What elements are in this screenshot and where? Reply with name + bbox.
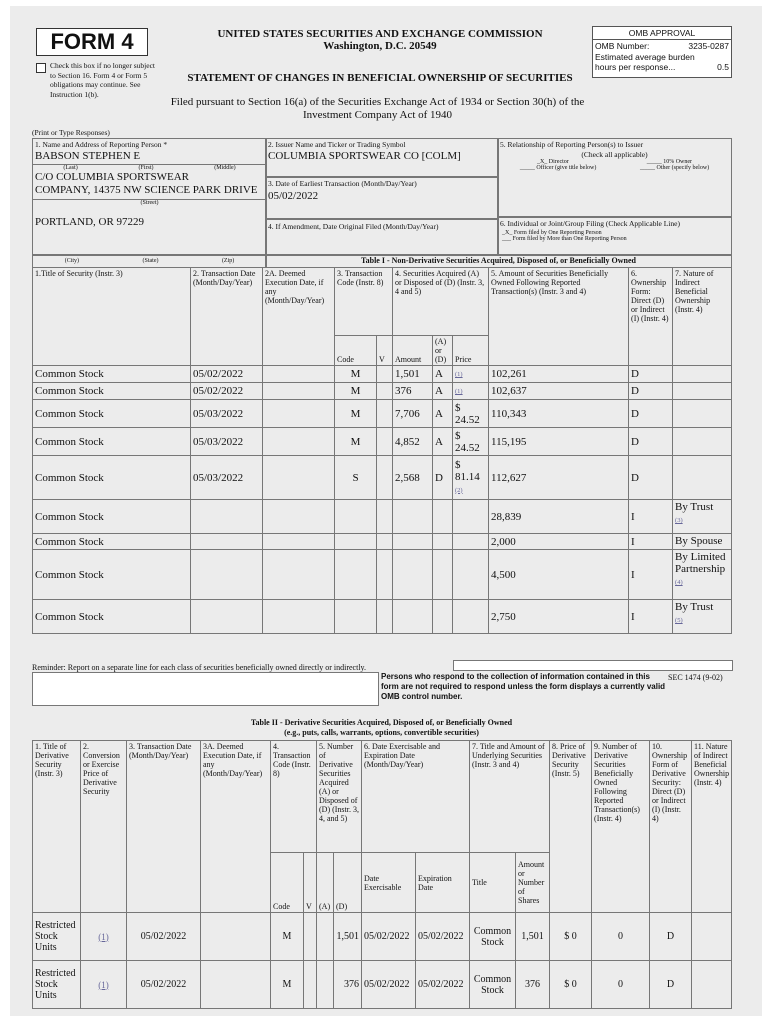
- t2-sub-v: V: [304, 853, 317, 913]
- t1-cell-amount: 376: [393, 383, 433, 400]
- t1-cell-title: Common Stock: [33, 366, 191, 383]
- t2-col-underlying: 7. Title and Amount of Underlying Securities (Instr. 3 and 4): [470, 741, 550, 853]
- t1-cell-nature: [673, 366, 732, 383]
- address-line2: COMPANY, 14375 NW SCIENCE PARK DRIVE: [35, 184, 258, 196]
- t1-cell-date: [191, 500, 263, 534]
- t1-cell-owned: 102,637: [489, 383, 629, 400]
- t1-price-footnote[interactable]: (1): [455, 371, 463, 378]
- t1-col-form: 6. Ownership Form: Direct (D) or Indirect (I) (Instr. 4): [629, 268, 673, 366]
- form-title: FORM 4: [50, 29, 134, 54]
- t2-col-code: 4. Transaction Code (Instr. 8): [271, 741, 317, 853]
- t2-cell-underlying-title: Common Stock: [470, 913, 516, 961]
- t1-row: [33, 600, 732, 634]
- t1-cell-owned: 112,627: [489, 456, 629, 500]
- t2-cell-expiration: 05/02/2022: [416, 961, 470, 1009]
- t1-cell-owned: 115,195: [489, 428, 629, 456]
- t1-cell-deemed: [263, 456, 335, 500]
- t1-col-deemed: 2A. Deemed Execution Date, if any (Month/Day/Year): [263, 268, 335, 366]
- reminder-box: [32, 672, 379, 706]
- t1-cell-date: 05/02/2022: [191, 366, 263, 383]
- t2-col-price: 8. Price of Derivative Security (Instr. 5): [550, 741, 592, 913]
- t1-cell-form: I: [629, 550, 673, 600]
- middle-label: (Middle): [214, 165, 236, 171]
- agency-location: Washington, D.C. 20549: [323, 40, 437, 52]
- t2-cell-nature: [692, 913, 732, 961]
- table2-title: Table II - Derivative Securities Acquired, Disposed of, or Beneficially Owned: [250, 718, 513, 727]
- t1-cell-v: [377, 500, 393, 534]
- box1-label: 1. Name and Address of Reporting Person *: [35, 140, 168, 149]
- t2-col-title: 1. Title of Derivative Security (Instr. 3): [33, 741, 81, 913]
- box2-issuer: [265, 138, 499, 178]
- t2-cell-deemed: [201, 961, 271, 1009]
- t2-cell-underlying-amount: 1,501: [516, 913, 550, 961]
- t1-cell-date: 05/03/2022: [191, 428, 263, 456]
- t1-cell-price: [453, 600, 489, 634]
- t2-cell-date-exercisable: 05/02/2022: [362, 961, 416, 1009]
- t1-cell-amount: 2,568: [393, 456, 433, 500]
- t1-row: [33, 366, 732, 383]
- t2-cell-code: M: [271, 961, 304, 1009]
- t2-cell-owned: 0: [592, 961, 650, 1009]
- no-longer-subject-checkbox[interactable]: [36, 63, 46, 73]
- t1-row: [33, 534, 732, 550]
- t2-cell-price: $ 0: [550, 961, 592, 1009]
- t1-cell-v: [377, 550, 393, 600]
- filed-pursuant: Filed pursuant to Section 16(a) of the Securities Exchange Act of 1934 or Section 30(h) of the Investment Company Act of 1940: [170, 96, 585, 121]
- t2-cell-title: Restricted Stock Units: [33, 913, 81, 961]
- city-state-zip-labels: [32, 254, 267, 268]
- t1-nature-footnote[interactable]: (3): [675, 517, 683, 524]
- t1-cell-form: I: [629, 600, 673, 634]
- t1-cell-date: [191, 550, 263, 600]
- t1-nature-footnote[interactable]: (5): [675, 617, 683, 624]
- t1-cell-nature: [673, 534, 732, 550]
- t2-cell-deemed: [201, 913, 271, 961]
- t1-cell-title: Common Stock: [33, 534, 191, 550]
- t1-sub-code: Code: [335, 336, 377, 366]
- no-longer-subject: [36, 61, 161, 99]
- t1-cell-price: [453, 428, 489, 456]
- omb-number: 3235-0287: [688, 41, 729, 51]
- t1-nature-value: By Trust: [675, 501, 714, 513]
- t1-cell-amount: [393, 534, 433, 550]
- t1-col-acquired: 4. Securities Acquired (A) or Disposed of (D) (Instr. 3, 4 and 5): [393, 268, 489, 336]
- director-option[interactable]: _X_ Director: [536, 159, 569, 165]
- t1-cell-deemed: [263, 534, 335, 550]
- t1-cell-ad: A: [433, 428, 453, 456]
- t2-cell-date: 05/02/2022: [127, 913, 201, 961]
- t1-cell-title: Common Stock: [33, 400, 191, 428]
- reminder-bar: [453, 660, 733, 671]
- reporter-name: BABSON STEPHEN E: [35, 150, 141, 162]
- t2-cell-underlying-title: Common Stock: [470, 961, 516, 1009]
- t1-row: [33, 400, 732, 428]
- t1-cell-form: I: [629, 500, 673, 534]
- table2-title-block: [32, 718, 731, 738]
- t1-cell-amount: 7,706: [393, 400, 433, 428]
- box3-earliest: [265, 176, 499, 220]
- t1-cell-code: [335, 534, 377, 550]
- t1-cell-deemed: [263, 366, 335, 383]
- t1-cell-deemed: [263, 428, 335, 456]
- t1-col-nature: 7. Nature of Indirect Beneficial Ownership (Instr. 4): [673, 268, 732, 366]
- table1-title: Table I - Non-Derivative Securities Acquired, Disposed of, or Beneficially Owned: [265, 254, 732, 268]
- t1-price-value: $ 24.52: [455, 401, 480, 426]
- box5-relationship: [497, 138, 732, 218]
- t1-cell-v: [377, 400, 393, 428]
- t2-sub-amount: Amount or Number of Shares: [516, 853, 550, 913]
- state-label: (State): [142, 258, 159, 264]
- t1-cell-code: M: [335, 400, 377, 428]
- t2-sub-a: (A): [317, 853, 334, 913]
- t1-cell-code: [335, 500, 377, 534]
- box3-label: 3. Date of Earliest Transaction (Month/Day/Year): [268, 179, 417, 188]
- t1-cell-title: Common Stock: [33, 383, 191, 400]
- form-title-box: [36, 28, 148, 56]
- t1-cell-amount: 1,501: [393, 366, 433, 383]
- city-line: PORTLAND, OR 97229: [35, 216, 145, 228]
- t1-sub-v: V: [377, 336, 393, 366]
- t1-cell-nature: [673, 600, 732, 634]
- t2-col-deemed: 3A. Deemed Execution Date, if any (Month/Day/Year): [201, 741, 271, 913]
- t1-price-footnote[interactable]: (2): [455, 486, 463, 494]
- t1-cell-nature: [673, 428, 732, 456]
- agency-name: UNITED STATES SECURITIES AND EXCHANGE COMMISSION: [217, 28, 543, 40]
- table2-derivative: [32, 740, 732, 1009]
- t2-sub-expiration: Expiration Date: [416, 853, 470, 913]
- zip-label: (Zip): [221, 258, 235, 264]
- t1-cell-code: M: [335, 428, 377, 456]
- t2-col-form: 10. Ownership Form of Derivative Security: Direct (D) or Indirect (I) (Instr. 4): [650, 741, 692, 913]
- other-option[interactable]: _____ Other (specify below): [640, 165, 710, 171]
- t1-cell-date: [191, 534, 263, 550]
- t1-cell-owned: 110,343: [489, 400, 629, 428]
- t1-row: [33, 383, 732, 400]
- t2-cell-v: [304, 961, 317, 1009]
- t1-cell-v: [377, 456, 393, 500]
- reminder-text: Reminder: Report on a separate line for each class of securities beneficially owned directly or indirectly.: [32, 663, 367, 672]
- issuer-name: COLUMBIA SPORTSWEAR CO [COLM]: [268, 150, 461, 162]
- t1-cell-deemed: [263, 383, 335, 400]
- t1-cell-code: M: [335, 366, 377, 383]
- t2-cell-price: $ 0: [550, 913, 592, 961]
- t1-cell-code: M: [335, 383, 377, 400]
- t1-col-title: 1.Title of Security (Instr. 3): [33, 268, 191, 366]
- t2-col-owned: 9. Number of Derivative Securities Beneficially Owned Following Reported Transaction(s) (Instr. 4): [592, 741, 650, 913]
- hours-label: hours per response...: [595, 62, 676, 72]
- box6-filing: [497, 216, 732, 256]
- box1-reporting-person: [32, 138, 267, 256]
- t1-cell-v: [377, 383, 393, 400]
- box4-label: 4. If Amendment, Date Original Filed (Month/Day/Year): [268, 222, 439, 231]
- t1-row: [33, 500, 732, 534]
- t1-cell-title: Common Stock: [33, 550, 191, 600]
- t1-cell-owned: 2,750: [489, 600, 629, 634]
- t1-cell-amount: [393, 500, 433, 534]
- t2-cell-d: 376: [334, 961, 362, 1009]
- t2-sub-date-exercisable: Date Exercisable: [362, 853, 416, 913]
- t1-col-code: 3. Transaction Code (Instr. 8): [335, 268, 393, 336]
- box6-option-more[interactable]: ___ Form filed by More than One Reporting Person: [502, 236, 627, 242]
- t1-cell-date: 05/02/2022: [191, 383, 263, 400]
- t1-cell-title: Common Stock: [33, 600, 191, 634]
- t2-cell-a: [317, 961, 334, 1009]
- t1-cell-ad: A: [433, 366, 453, 383]
- t2-cell-code: M: [271, 913, 304, 961]
- t2-cell-a: [317, 913, 334, 961]
- city-label: (City): [64, 258, 80, 264]
- t2-cell-form: D: [650, 913, 692, 961]
- t1-cell-deemed: [263, 600, 335, 634]
- t1-cell-ad: A: [433, 383, 453, 400]
- t1-row: [33, 428, 732, 456]
- t1-cell-form: D: [629, 400, 673, 428]
- t2-cell-underlying-amount: 376: [516, 961, 550, 1009]
- t1-cell-nature: [673, 456, 732, 500]
- t1-cell-ad: [433, 500, 453, 534]
- t2-cell-conversion[interactable]: (1): [81, 961, 127, 1009]
- t1-row: [33, 550, 732, 600]
- t2-row: [33, 913, 732, 961]
- t2-cell-title: Restricted Stock Units: [33, 961, 81, 1009]
- t1-cell-ad: D: [433, 456, 453, 500]
- t1-cell-title: Common Stock: [33, 456, 191, 500]
- t1-cell-v: [377, 428, 393, 456]
- t2-cell-owned: 0: [592, 913, 650, 961]
- omb-notice: Persons who respond to the collection of information contained in this form are not required to respond unless the form displays a currently valid OMB control number.: [381, 672, 666, 701]
- t1-cell-price: [453, 383, 489, 400]
- box6-label: 6. Individual or Joint/Group Filing (Check Applicable Line): [500, 219, 680, 228]
- burden-label: Estimated average burden: [595, 52, 695, 62]
- t1-cell-form: D: [629, 366, 673, 383]
- t1-cell-price: [453, 400, 489, 428]
- t1-cell-ad: [433, 600, 453, 634]
- t1-cell-nature: [673, 383, 732, 400]
- t1-cell-price: [453, 534, 489, 550]
- t1-cell-date: 05/03/2022: [191, 456, 263, 500]
- t2-cell-conversion[interactable]: (1): [81, 913, 127, 961]
- t1-sub-price: Price: [453, 336, 489, 366]
- box4-amendment: [265, 218, 499, 256]
- t2-col-number: 5. Number of Derivative Securities Acquired (A) or Disposed of (D) (Instr. 3, 4, and 5): [317, 741, 362, 853]
- t1-nature-value: By Limited Partnership: [675, 551, 726, 575]
- t1-cell-amount: [393, 600, 433, 634]
- t2-col-date: 3. Transaction Date (Month/Day/Year): [127, 741, 201, 913]
- box5-label: 5. Relationship of Reporting Person(s) to Issuer: [500, 140, 644, 149]
- t1-nature-footnote[interactable]: (4): [675, 579, 683, 586]
- t1-nature-value: By Spouse: [675, 535, 723, 547]
- t1-cell-nature: [673, 500, 732, 534]
- t2-cell-d: 1,501: [334, 913, 362, 961]
- t1-cell-v: [377, 366, 393, 383]
- first-label: (First): [138, 165, 154, 171]
- t1-col-owned: 5. Amount of Securities Beneficially Owned Following Reported Transaction(s) (Instr. 3 and 4): [489, 268, 629, 366]
- t1-cell-date: 05/03/2022: [191, 400, 263, 428]
- statement-title: STATEMENT OF CHANGES IN BENEFICIAL OWNERSHIP OF SECURITIES: [187, 72, 573, 84]
- t2-sub-d: (D): [334, 853, 362, 913]
- table2-subtitle: (e.g., puts, calls, warrants, options, convertible securities): [284, 728, 479, 737]
- t1-row: [33, 456, 732, 500]
- t1-cell-v: [377, 600, 393, 634]
- t1-cell-title: Common Stock: [33, 500, 191, 534]
- ten-pct-option[interactable]: _____ 10% Owner: [646, 159, 693, 165]
- t2-row: [33, 961, 732, 1009]
- t1-cell-deemed: [263, 500, 335, 534]
- t1-cell-ad: [433, 534, 453, 550]
- form-page: [10, 6, 762, 1016]
- t1-cell-form: I: [629, 534, 673, 550]
- box2-label: 2. Issuer Name and Ticker or Trading Symbol: [268, 140, 406, 149]
- box6-option-one[interactable]: _X_ Form filed by One Reporting Person: [502, 230, 602, 236]
- t2-cell-expiration: 05/02/2022: [416, 913, 470, 961]
- address-line1: C/O COLUMBIA SPORTSWEAR: [35, 171, 189, 183]
- t1-cell-amount: 4,852: [393, 428, 433, 456]
- omb-title: OMB APPROVAL: [593, 27, 731, 40]
- t1-price-footnote[interactable]: (1): [455, 388, 463, 395]
- t2-col-nature: 11. Nature of Indirect Beneficial Ownership (Instr. 4): [692, 741, 732, 913]
- t2-cell-date-exercisable: 05/02/2022: [362, 913, 416, 961]
- agency-block: [180, 28, 580, 52]
- t2-cell-form: D: [650, 961, 692, 1009]
- t2-cell-v: [304, 913, 317, 961]
- t1-cell-nature: [673, 400, 732, 428]
- t2-col-conversion: 2. Conversion or Exercise Price of Derivative Security: [81, 741, 127, 913]
- t1-cell-price: [453, 456, 489, 500]
- t1-cell-owned: 2,000: [489, 534, 629, 550]
- t1-cell-ad: A: [433, 400, 453, 428]
- t1-cell-form: D: [629, 428, 673, 456]
- sec-form-number: SEC 1474 (9-02): [668, 673, 723, 682]
- t1-cell-code: [335, 550, 377, 600]
- t1-cell-title: Common Stock: [33, 428, 191, 456]
- t1-price-value: $ 81.14: [455, 458, 480, 483]
- t1-cell-code: [335, 600, 377, 634]
- checkbox-text: Check this box if no longer subject to Section 16. Form 4 or Form 5 obligations may continue. See Instruction 1(b).: [50, 61, 155, 99]
- t2-col-exercisable: 6. Date Exercisable and Expiration Date (Month/Day/Year): [362, 741, 470, 853]
- t1-nature-value: By Trust: [675, 601, 714, 613]
- t2-sub-title: Title: [470, 853, 516, 913]
- t2-cell-nature: [692, 961, 732, 1009]
- t1-cell-v: [377, 534, 393, 550]
- omb-number-label: OMB Number:: [595, 41, 650, 51]
- t1-col-date: 2. Transaction Date (Month/Day/Year): [191, 268, 263, 366]
- t1-cell-nature: [673, 550, 732, 600]
- last-label: (Last): [63, 165, 78, 171]
- box5-sub: (Check all applicable): [581, 150, 648, 159]
- omb-box: [592, 26, 732, 78]
- t2-sub-code: Code: [271, 853, 304, 913]
- t1-cell-price: [453, 500, 489, 534]
- t1-cell-date: [191, 600, 263, 634]
- t1-price-value: $ 24.52: [455, 429, 480, 454]
- t1-cell-amount: [393, 550, 433, 600]
- t1-cell-price: [453, 366, 489, 383]
- t1-sub-amount: Amount: [393, 336, 433, 366]
- t1-cell-form: D: [629, 383, 673, 400]
- t1-cell-deemed: [263, 550, 335, 600]
- t1-cell-ad: [433, 550, 453, 600]
- officer-option[interactable]: _____ Officer (give title below): [519, 165, 597, 171]
- hours-value: 0.5: [717, 62, 729, 72]
- print-type-note: (Print or Type Responses): [32, 128, 110, 137]
- t1-sub-aord: (A) or (D): [433, 336, 453, 366]
- table1-non-derivative: [32, 267, 732, 634]
- t1-cell-deemed: [263, 400, 335, 428]
- t2-cell-date: 05/02/2022: [127, 961, 201, 1009]
- street-label: (Street): [33, 199, 266, 206]
- t1-cell-owned: 102,261: [489, 366, 629, 383]
- t1-cell-owned: 28,839: [489, 500, 629, 534]
- t1-cell-form: D: [629, 456, 673, 500]
- t1-cell-owned: 4,500: [489, 550, 629, 600]
- t1-cell-price: [453, 550, 489, 600]
- earliest-date: 05/02/2022: [268, 190, 319, 202]
- t1-cell-code: S: [335, 456, 377, 500]
